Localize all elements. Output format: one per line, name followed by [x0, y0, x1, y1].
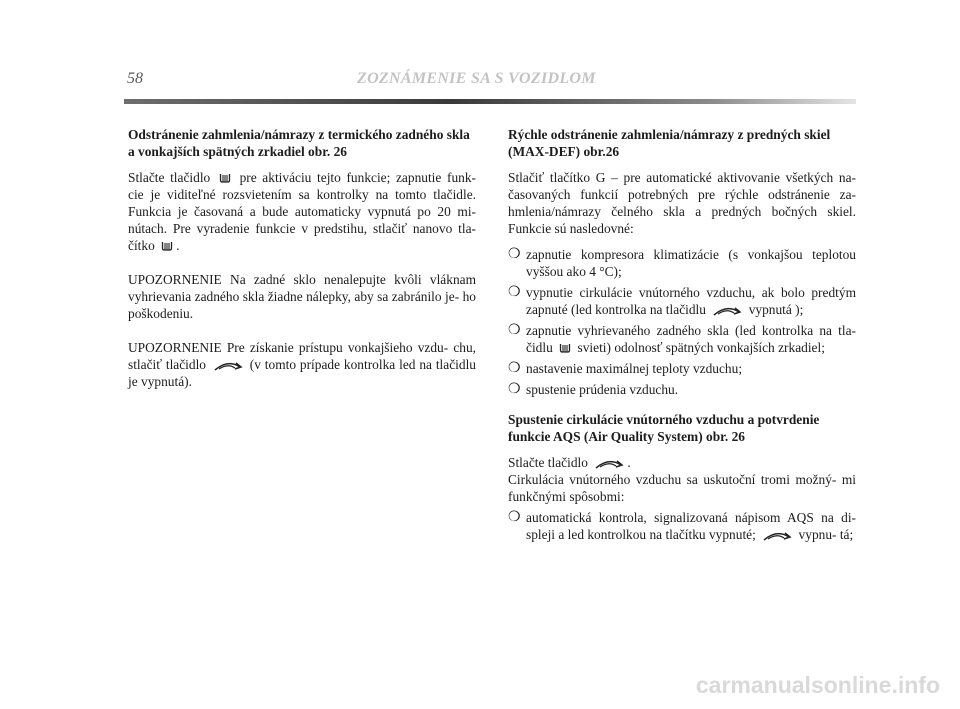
text-segment: spustenie prúdenia vzduchu. — [526, 382, 679, 397]
bullet-mark: ❍ — [508, 285, 521, 300]
bullet-mark: ❍ — [508, 382, 521, 397]
list-item — [508, 381, 856, 398]
text-segment: zapnutie kompresora klimatizácie (s vonkajšou teplotou vyššou ako 4 °C); — [526, 247, 856, 279]
recirculation-icon — [594, 458, 624, 470]
list-item — [508, 360, 856, 377]
watermark: carmanualsonline.info — [695, 672, 940, 698]
rear-defrost-icon — [559, 343, 571, 355]
recirculation-icon — [712, 305, 742, 317]
text-segment: . — [627, 455, 631, 470]
text-segment: . — [176, 238, 180, 253]
text-segment: vypnutá ); — [748, 302, 804, 317]
text-segment: Stlačte tlačidlo — [128, 170, 211, 185]
text-segment: zapnutie vyhrievaného zadného skla (led kontrolka na tla- čidlu — [526, 323, 856, 355]
paragraph-recirculation-modes: Cirkulácia vnútorného vzduchu sa uskutoční tromi možný- mi funkčnými spôsobmi: — [508, 472, 856, 504]
rear-defrost-icon — [219, 173, 231, 185]
paragraph-press-button — [508, 454, 856, 471]
right-column — [508, 126, 856, 547]
section-heading-rear-defrost: Odstránenie zahmlenia/námrazy z termického zadného skla a vonkajších spätných zrkadiel obr. 26 — [128, 127, 470, 159]
section-heading-recirculation-aqs: Spustenie cirkulácie vnútorného vzduchu a potvrdenie funkcie AQS (Air Quality System) obr. 26 — [508, 412, 820, 444]
bullet-mark: ❍ — [508, 510, 521, 525]
recirculation-icon — [762, 530, 792, 542]
paragraph-max-def: Stlačiť tlačítko G – pre automatické aktivovanie všetkých na- časovaných funkcií potrebných pre rýchle odstránenie za- hmlenia/námrazy čelného skla a predných bočných skiel. Funkcie sú nasledovné: — [508, 170, 856, 236]
running-title: ZOZNÁMENIE SA S VOZIDLOM — [357, 70, 596, 87]
bullet-mark: ❍ — [508, 247, 521, 262]
max-def-function-list — [508, 246, 856, 398]
text-segment: vypnu- tá; — [798, 527, 854, 542]
list-item — [508, 246, 856, 280]
list-item — [508, 284, 856, 318]
text-segment: automatická kontrola, signalizovaná nápisom AQS na di- spleji a led kontrolkou na tlačítku vypnuté; — [526, 510, 856, 542]
list-item — [508, 322, 856, 356]
text-segment: svieti) odolnosť spätných vonkajších zrkadiel; — [577, 340, 825, 355]
text-segment: vypnutie cirkulácie vnútorného vzduchu, ak bolo predtým zapnuté (led kontrolka na tlačidlu — [526, 285, 856, 317]
paragraph-rear-defrost — [128, 169, 476, 254]
list-item — [508, 509, 856, 543]
rear-defrost-icon — [161, 241, 173, 253]
recirculation-icon — [213, 360, 243, 372]
text-segment: nastavenie maximálnej teploty vzduchu; — [526, 361, 743, 376]
bullet-mark: ❍ — [508, 323, 521, 338]
text-segment: Stlačte tlačidlo — [508, 455, 588, 470]
text-segment: pre aktiváciu tejto funkcie; zapnutie funk- cie je viditeľné rozsvietením sa kontrolky na tomto tlačidle. Funkcia je časovaná a bude automaticky vypnutá po 20 mi- nútach. Pre vyradenie funkcie v predstihu, stlačiť nanovo tla- čítko — [128, 170, 476, 253]
text-segment: (v tomto prípade kontrolka led na tlačidlu je vypnutá). — [128, 357, 476, 389]
bullet-mark: ❍ — [508, 361, 521, 376]
left-column — [128, 126, 476, 390]
page-number: 58 — [127, 70, 143, 87]
warning-paragraph-outside-air — [128, 339, 476, 390]
recirculation-mode-list — [508, 509, 856, 543]
section-heading-max-def: Rýchle odstránenie zahmlenia/námrazy z predných skiel (MAX-DEF) obr.26 — [508, 127, 831, 159]
header-rule — [124, 99, 856, 104]
warning-paragraph-stickers: UPOZORNENIE Na zadné sklo nenalepujte kvôli vláknam vyhrievania zadného skla žiadne nálepky, aby sa zabránilo je- ho poškodeniu. — [128, 272, 476, 321]
text-segment: UPOZORNENIE Pre získanie prístupu vonkajšieho vzdu- chu, stlačiť tlačidlo — [128, 340, 476, 372]
